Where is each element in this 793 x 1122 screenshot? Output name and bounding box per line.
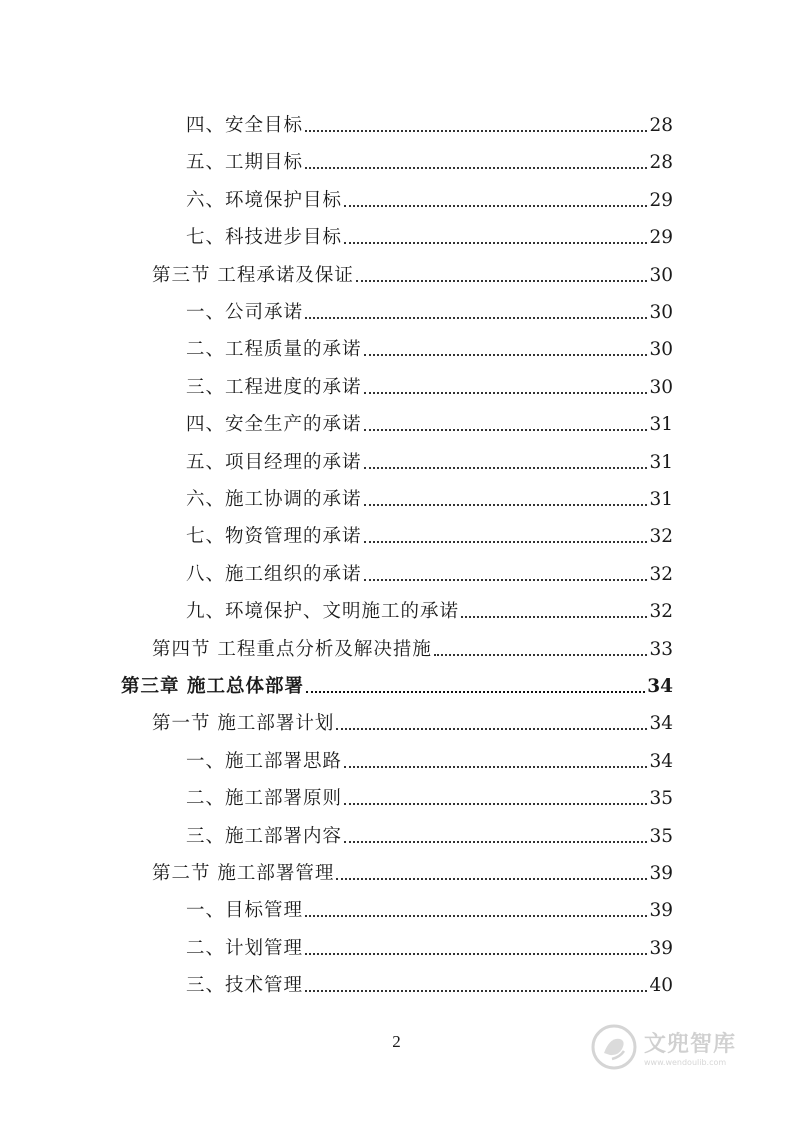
toc-dot-leader <box>305 130 647 132</box>
toc-entry-page[interactable]: 31 <box>649 451 673 473</box>
page-number: 2 <box>392 1032 401 1051</box>
toc-entry-title[interactable]: 二、工程质量的承诺 <box>186 339 362 361</box>
toc-entry[interactable] <box>186 511 673 548</box>
toc-entry-page[interactable]: 34 <box>649 713 673 735</box>
toc-entry-page[interactable]: 32 <box>649 601 673 623</box>
toc-entry-title[interactable]: 四、安全目标 <box>186 115 304 136</box>
watermark-title: 文兜智库 <box>644 1032 737 1057</box>
toc-entry-page[interactable]: 32 <box>649 526 673 548</box>
wendou-logo-icon <box>590 1023 638 1071</box>
toc-entry-page[interactable]: 39 <box>649 900 673 922</box>
toc-entry-page[interactable]: 34 <box>647 676 673 697</box>
toc-entry[interactable] <box>186 362 673 399</box>
toc-dot-leader <box>336 878 647 880</box>
toc-entry-page[interactable]: 30 <box>649 376 673 398</box>
toc-entry-title[interactable]: 第三节 工程承诺及保证 <box>152 264 354 286</box>
toc-entry-title[interactable]: 三、工程进度的承诺 <box>186 376 362 398</box>
toc-entry-page[interactable]: 33 <box>649 638 673 660</box>
toc-dot-leader <box>305 167 647 169</box>
toc-entry[interactable] <box>152 250 673 287</box>
watermark-url: www.wendoulib.com <box>644 1058 727 1067</box>
toc-dot-leader <box>364 429 648 431</box>
toc-entry[interactable] <box>186 137 673 174</box>
watermark-text <box>644 1027 736 1067</box>
toc-entry[interactable] <box>186 923 673 960</box>
toc-entry-page[interactable]: 31 <box>649 489 673 510</box>
toc-dot-leader <box>306 691 645 693</box>
toc-entry-title[interactable]: 一、目标管理 <box>186 900 304 922</box>
toc-entry-title[interactable]: 二、计划管理 <box>186 937 304 959</box>
toc-entry-title[interactable]: 五、工期目标 <box>186 152 304 174</box>
toc-entry[interactable] <box>186 324 673 361</box>
toc-entry-title[interactable]: 四、安全生产的承诺 <box>186 414 362 436</box>
toc-entry[interactable] <box>152 698 673 735</box>
toc-dot-leader <box>305 317 647 319</box>
toc-dot-leader <box>364 504 648 506</box>
toc-entry-page[interactable]: 30 <box>649 302 673 323</box>
toc-entry-page[interactable]: 29 <box>649 189 673 211</box>
toc-entry[interactable] <box>186 885 673 922</box>
toc-entry[interactable] <box>186 175 673 212</box>
toc-entry[interactable] <box>152 624 673 661</box>
watermark <box>590 1020 760 1074</box>
toc-entry-title[interactable]: 第一节 施工部署计划 <box>152 713 335 735</box>
toc-entry[interactable] <box>186 773 673 810</box>
toc-entry-page[interactable]: 28 <box>649 115 673 136</box>
toc-dot-leader <box>336 728 647 730</box>
toc-dot-leader <box>364 467 648 469</box>
toc-entry[interactable] <box>186 736 673 773</box>
toc-entry-title[interactable]: 九、环境保护、文明施工的承诺 <box>186 601 460 623</box>
toc-entry[interactable] <box>186 287 673 324</box>
toc-entry-page[interactable]: 28 <box>649 152 673 174</box>
toc-entry[interactable] <box>186 586 673 623</box>
toc-dot-leader <box>344 205 647 207</box>
toc-entry-title[interactable]: 一、公司承诺 <box>186 302 304 323</box>
toc-dot-leader <box>344 242 647 244</box>
toc-dot-leader <box>344 803 647 805</box>
toc-entry-title[interactable]: 第二节 施工部署管理 <box>152 863 335 884</box>
toc-entry-title[interactable]: 一、施工部署思路 <box>186 750 343 772</box>
toc-entry-title[interactable]: 第三章 施工总体部署 <box>121 676 304 697</box>
toc-entry[interactable] <box>186 474 673 511</box>
toc-entry-page[interactable]: 39 <box>649 937 673 959</box>
toc-entry-page[interactable]: 35 <box>649 788 673 810</box>
toc-entry[interactable] <box>186 437 673 474</box>
toc-entry-page[interactable]: 34 <box>649 750 673 772</box>
toc-entry-title[interactable]: 第四节 工程重点分析及解决措施 <box>152 638 432 660</box>
toc-entry-title[interactable]: 七、物资管理的承诺 <box>186 526 362 548</box>
toc-entry-title[interactable]: 七、科技进步目标 <box>186 227 343 249</box>
toc-entry-page[interactable]: 29 <box>649 227 673 249</box>
toc-dot-leader <box>364 541 648 543</box>
toc-dot-leader <box>305 953 647 955</box>
toc-entry[interactable] <box>186 549 673 586</box>
toc-entry-title[interactable]: 三、技术管理 <box>186 975 304 997</box>
toc-dot-leader <box>356 280 648 282</box>
toc-entry-title[interactable]: 三、施工部署内容 <box>186 825 343 847</box>
toc-dot-leader <box>364 354 648 356</box>
toc-entry-title[interactable]: 六、施工协调的承诺 <box>186 489 362 510</box>
toc-dot-leader <box>305 990 647 992</box>
toc-entry-title[interactable]: 五、项目经理的承诺 <box>186 451 362 473</box>
toc-entry-page[interactable]: 31 <box>649 414 673 436</box>
toc-dot-leader <box>434 654 648 656</box>
toc-entry-title[interactable]: 二、施工部署原则 <box>186 788 343 810</box>
toc-entry[interactable] <box>186 960 673 997</box>
toc-entry[interactable] <box>186 100 673 137</box>
toc-dot-leader <box>364 579 648 581</box>
toc-dot-leader <box>364 392 648 394</box>
toc-entry[interactable] <box>186 399 673 436</box>
toc-entry[interactable] <box>186 811 673 848</box>
toc-entry-page[interactable]: 30 <box>649 264 673 286</box>
toc-dot-leader <box>305 915 647 917</box>
toc-entry[interactable] <box>186 212 673 249</box>
toc-dot-leader <box>344 766 647 768</box>
toc-dot-leader <box>461 616 647 618</box>
toc-entry-page[interactable]: 32 <box>649 563 673 585</box>
toc-entry-title[interactable]: 六、环境保护目标 <box>186 189 343 211</box>
toc-dot-leader <box>344 841 647 843</box>
toc-entry-page[interactable]: 35 <box>649 825 673 847</box>
toc-entry[interactable] <box>152 848 673 885</box>
toc-entry-page[interactable]: 39 <box>649 863 673 884</box>
toc-entry-chapter[interactable] <box>121 661 673 698</box>
toc-entry-title[interactable]: 八、施工组织的承诺 <box>186 563 362 585</box>
toc-entry-page[interactable]: 30 <box>649 339 673 361</box>
toc-entry-page[interactable]: 40 <box>649 975 673 997</box>
